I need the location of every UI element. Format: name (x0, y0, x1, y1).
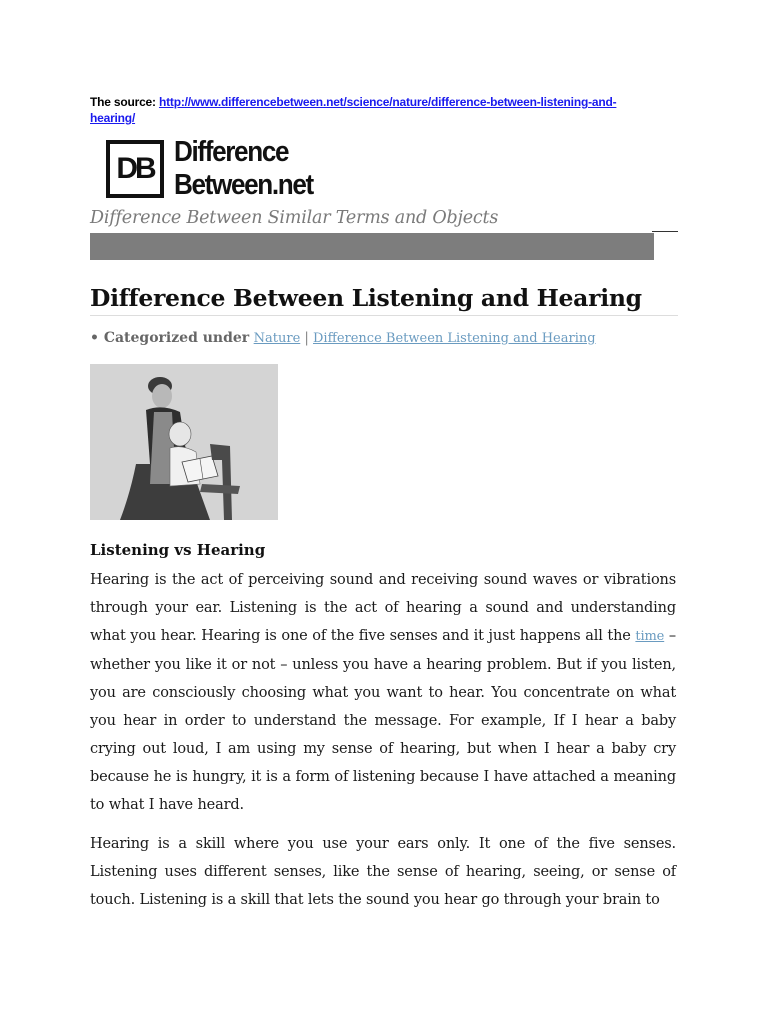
logo-mark: DB (106, 140, 164, 198)
source-link[interactable]: http://www.differencebetween.net/science/nature/difference-between-listening-and-hearing/ (90, 95, 617, 125)
article-title: Difference Between Listening and Hearing (90, 284, 642, 312)
category-link-article[interactable]: Difference Between Listening and Hearing (313, 331, 596, 346)
mother-child-reading-illustration (90, 364, 278, 520)
title-divider (90, 315, 678, 316)
categorized-label: • Categorized under (90, 330, 250, 346)
time-link[interactable]: time (635, 629, 665, 644)
para1-text-b: – whether you like it or not – unless you have a hearing problem. But if you listen, you are consciously choosing what you want to hear. You concentrate on what you hear in order to understand the message. For example, If I hear a baby crying out loud, I am using my sense of hearing, but when I hear a baby cry because he is hungry, it is a form of listening because I have attached a meaning to what I have heard. (90, 628, 676, 813)
section-heading: Listening vs Hearing (90, 541, 266, 559)
logo-line-1: Difference (174, 136, 289, 168)
site-tagline: Difference Between Similar Terms and Objects (90, 208, 499, 228)
category-line (90, 330, 596, 346)
para1-text-a: Hearing is the act of perceiving sound and receiving sound waves or vibrations through your ear. Listening is the act of hearing a sound and understanding what you hear. Hearing is one of the five senses and it just happens all the (90, 572, 676, 644)
article-paragraph-1 (90, 566, 676, 819)
category-link-nature[interactable]: Nature (253, 331, 301, 346)
header-nav-bar (90, 233, 654, 260)
source-line (90, 94, 650, 126)
article-paragraph-2: Hearing is a skill where you use your ears only. It one of the five senses. Listening uses different senses, like the sense of hearing, seeing, or sense of touch. Listening is a skill that lets the sound you hear go through your brain to (90, 836, 676, 908)
logo-wordmark (174, 136, 313, 202)
category-separator: | (304, 330, 309, 346)
logo-line-2: Between.net (174, 169, 313, 201)
tagline-rule (652, 231, 678, 232)
site-logo[interactable] (106, 134, 316, 204)
source-label: The source: (90, 95, 156, 109)
